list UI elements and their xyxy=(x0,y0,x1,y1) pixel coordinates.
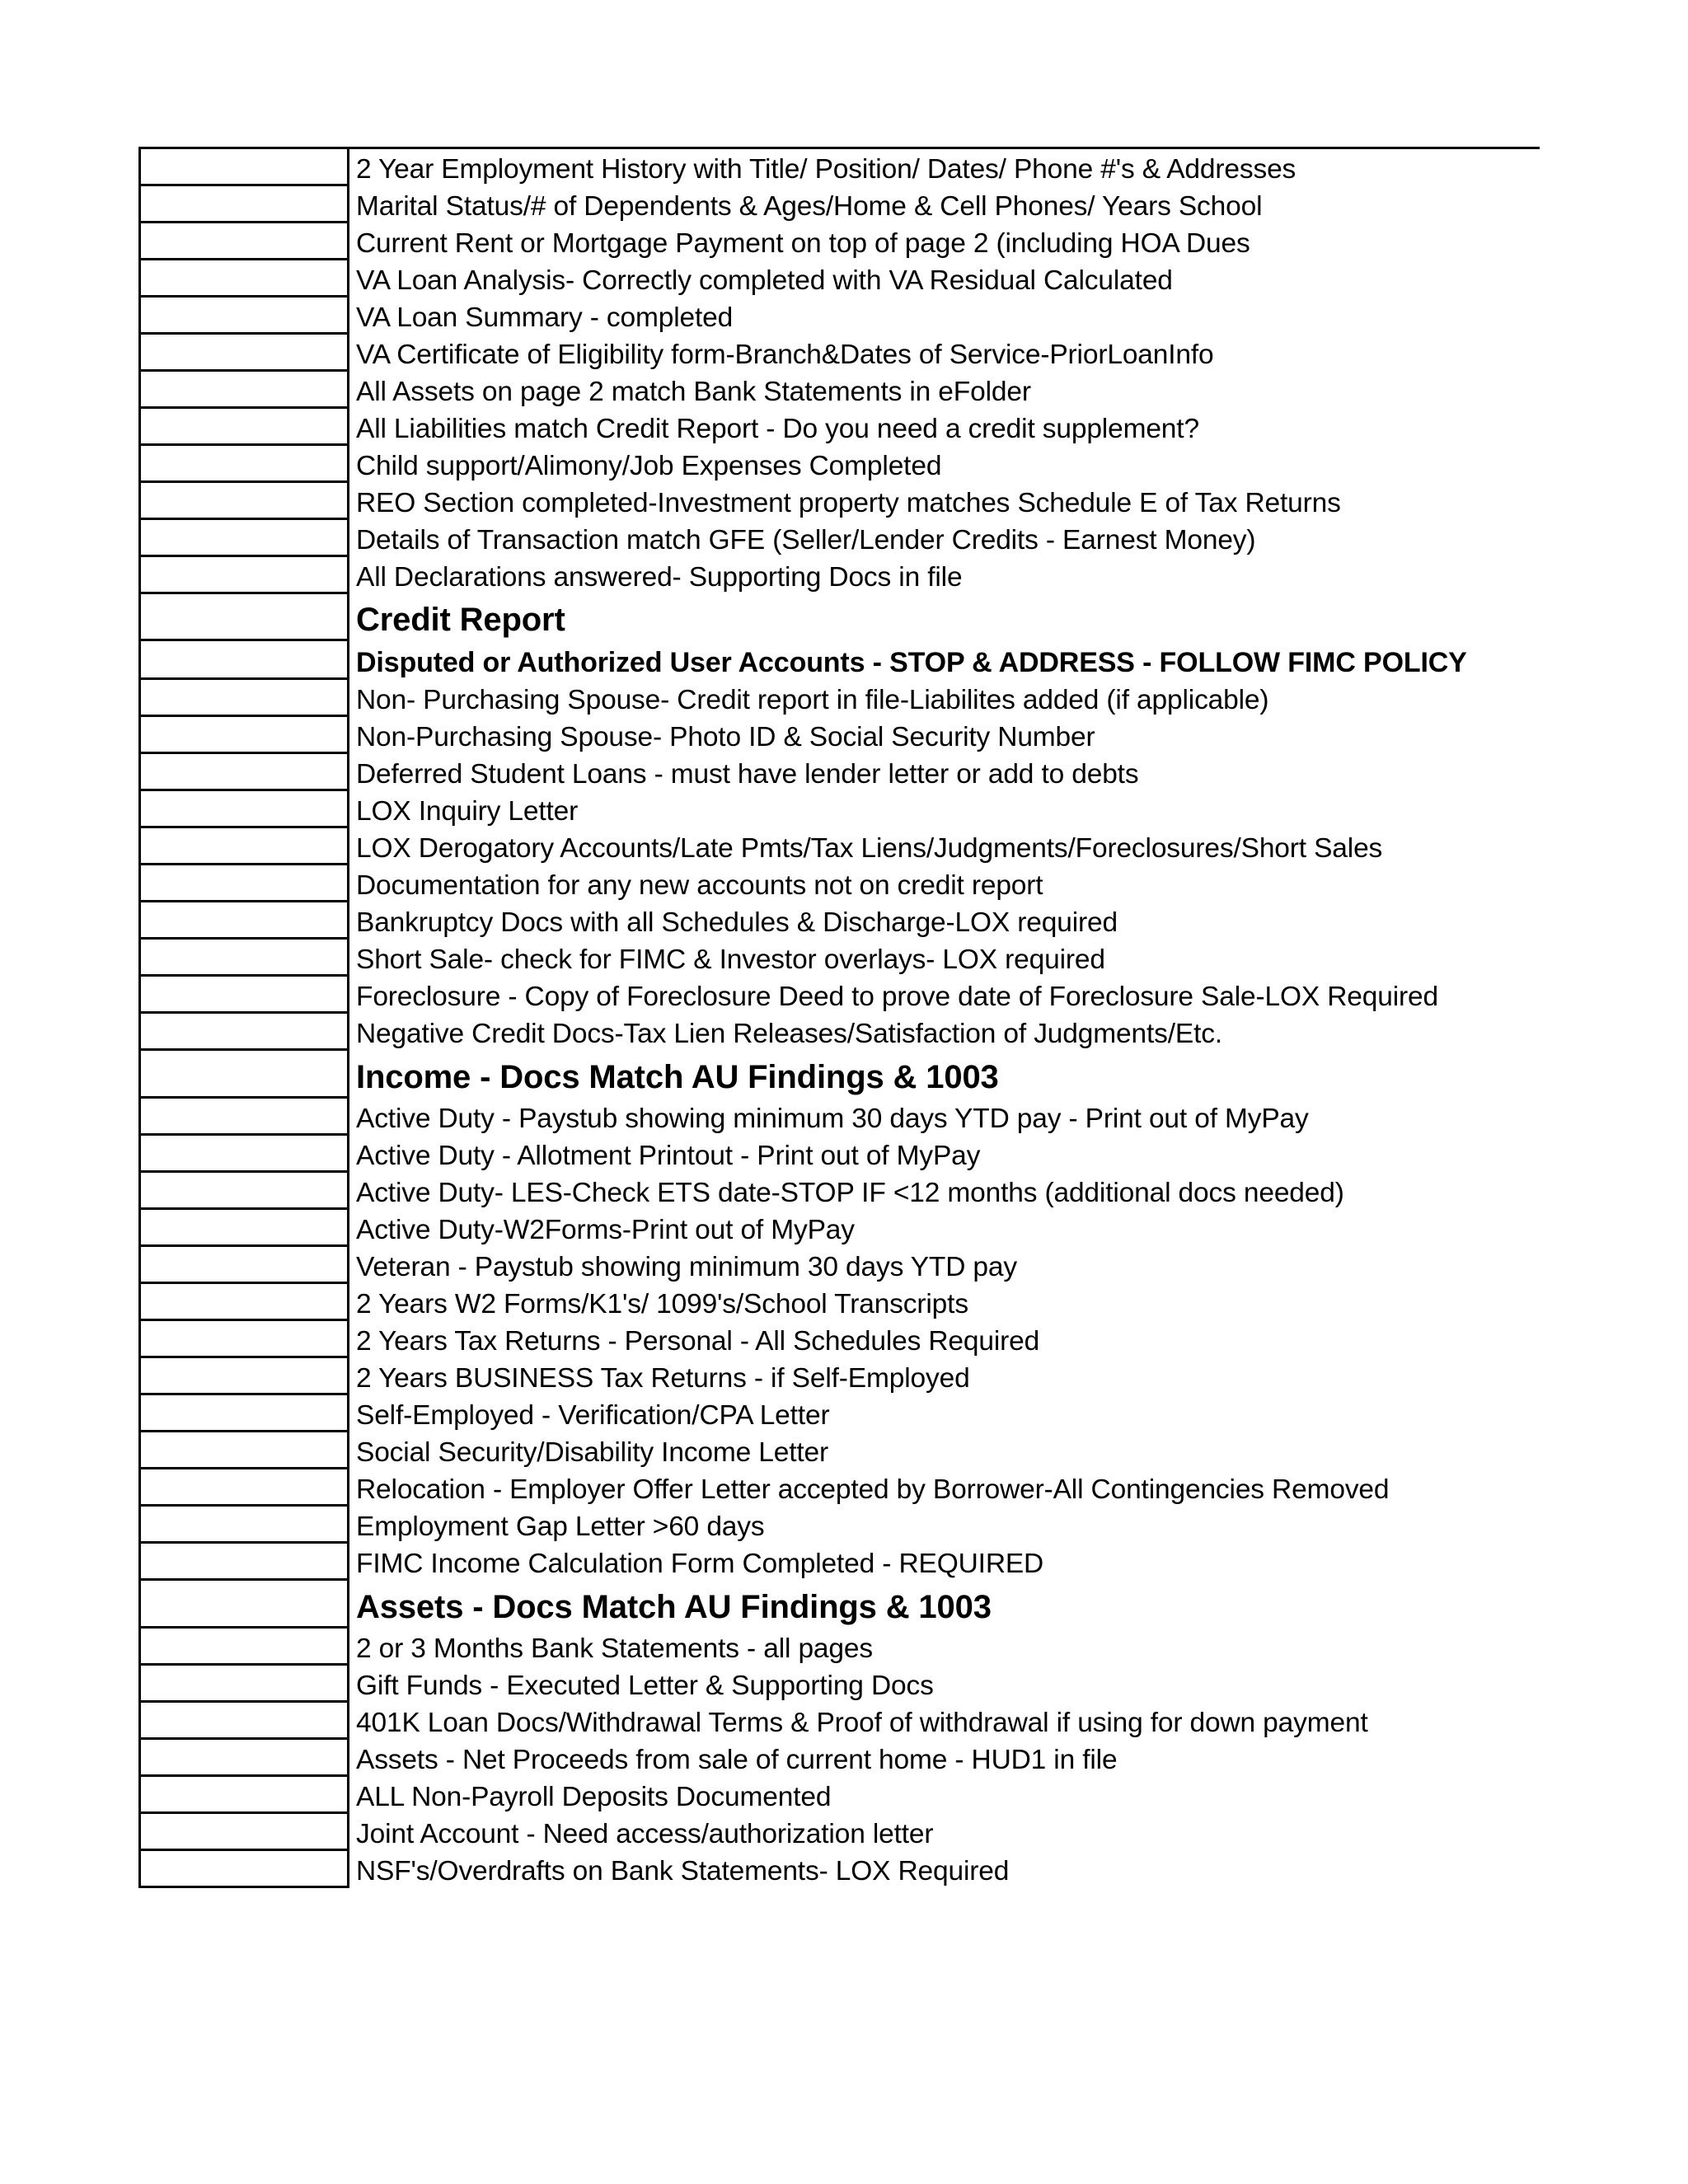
checkbox-cell-30[interactable] xyxy=(138,1284,349,1321)
checklist-item-label: NSF's/Overdrafts on Bank Statements- LOX Required xyxy=(356,1855,1010,1886)
checklist-row xyxy=(138,298,1540,335)
checkbox-cell-26[interactable] xyxy=(138,1136,349,1173)
checklist-item-label: FIMC Income Calculation Form Completed - REQUIRED xyxy=(356,1548,1044,1579)
checklist-row xyxy=(138,1014,1540,1051)
section-header-label: Credit Report xyxy=(356,602,565,638)
checklist-item-label: VA Loan Analysis- Correctly completed with VA Residual Calculated xyxy=(356,265,1173,296)
checklist-item-label: Negative Credit Docs-Tax Lien Releases/Satisfaction of Judgments/Etc. xyxy=(356,1018,1222,1049)
checklist-item-label: Documentation for any new accounts not on credit report xyxy=(356,869,1043,901)
checkbox-cell-31[interactable] xyxy=(138,1321,349,1358)
checklist-item-label: VA Loan Summary - completed xyxy=(356,302,734,333)
checklist-row xyxy=(138,717,1540,754)
checkbox-cell-14[interactable] xyxy=(138,680,349,717)
section-header-label: Assets - Docs Match AU Findings & 1003 xyxy=(356,1589,992,1625)
checklist-row xyxy=(138,1173,1540,1210)
checkbox-cell-38[interactable] xyxy=(138,1581,349,1629)
checklist-row xyxy=(138,260,1540,298)
checklist-row xyxy=(138,1629,1540,1666)
checkbox-cell-15[interactable] xyxy=(138,717,349,754)
checklist-item-label: 2 Years W2 Forms/K1's/ 1099's/School Transcripts xyxy=(356,1288,968,1319)
checklist-item-label: Non- Purchasing Spouse- Credit report in file-Liabilites added (if applicable) xyxy=(356,684,1269,715)
checklist-row xyxy=(138,1136,1540,1173)
checkbox-cell-24[interactable] xyxy=(138,1051,349,1099)
checkbox-cell-25[interactable] xyxy=(138,1099,349,1136)
checklist-item-label: Active Duty - Allotment Printout - Print out of MyPay xyxy=(356,1140,981,1171)
checklist-item-label: LOX Inquiry Letter xyxy=(356,795,579,827)
checklist-item-label: VA Certificate of Eligibility form-Branch&Dates of Service-PriorLoanInfo xyxy=(356,339,1214,370)
checkbox-cell-42[interactable] xyxy=(138,1740,349,1777)
checklist-item-label: Veteran - Paystub showing minimum 30 days YTD pay xyxy=(356,1251,1017,1282)
checklist-row xyxy=(138,1703,1540,1740)
section-header-label: Income - Docs Match AU Findings & 1003 xyxy=(356,1059,999,1095)
checklist-item-label: REO Section completed-Investment property matches Schedule E of Tax Returns xyxy=(356,487,1341,518)
checkbox-cell-3[interactable] xyxy=(138,260,349,298)
checkbox-cell-35[interactable] xyxy=(138,1469,349,1507)
checklist-row xyxy=(138,1210,1540,1247)
checkbox-cell-43[interactable] xyxy=(138,1777,349,1814)
checklist-row xyxy=(138,902,1540,940)
checkbox-cell-27[interactable] xyxy=(138,1173,349,1210)
checklist-row xyxy=(138,1284,1540,1321)
checklist-item-label: Employment Gap Letter >60 days xyxy=(356,1511,765,1542)
checklist-row xyxy=(138,1740,1540,1777)
checkbox-cell-13[interactable] xyxy=(138,641,349,680)
checkbox-cell-2[interactable] xyxy=(138,223,349,260)
checklist-row xyxy=(138,1814,1540,1851)
checklist-item-label: Active Duty-W2Forms-Print out of MyPay xyxy=(356,1214,855,1245)
checkbox-cell-6[interactable] xyxy=(138,372,349,409)
checklist-row xyxy=(138,149,1540,186)
checklist-row xyxy=(138,483,1540,520)
checkbox-cell-10[interactable] xyxy=(138,520,349,557)
checkbox-cell-11[interactable] xyxy=(138,557,349,594)
checkbox-cell-0[interactable] xyxy=(138,149,349,186)
checklist-row xyxy=(138,1469,1540,1507)
checkbox-cell-20[interactable] xyxy=(138,902,349,940)
checklist-row xyxy=(138,1395,1540,1432)
checkbox-cell-40[interactable] xyxy=(138,1666,349,1703)
section-header-row xyxy=(138,641,1540,680)
checklist-row xyxy=(138,977,1540,1014)
checklist-item-label: 401K Loan Docs/Withdrawal Terms & Proof of withdrawal if using for down payment xyxy=(356,1707,1368,1738)
checklist-row xyxy=(138,1432,1540,1469)
checklist-item-label: All Declarations answered- Supporting Docs in file xyxy=(356,561,963,593)
checklist-row xyxy=(138,446,1540,483)
checkbox-cell-16[interactable] xyxy=(138,754,349,791)
checklist-row xyxy=(138,186,1540,223)
checkbox-cell-23[interactable] xyxy=(138,1014,349,1051)
checkbox-cell-5[interactable] xyxy=(138,335,349,372)
checklist-item-label: 2 or 3 Months Bank Statements - all pages xyxy=(356,1633,873,1664)
checklist-row xyxy=(138,1358,1540,1395)
checklist-item-label: All Liabilities match Credit Report - Do you need a credit supplement? xyxy=(356,413,1199,444)
checkbox-cell-4[interactable] xyxy=(138,298,349,335)
checklist-item-label: Social Security/Disability Income Letter xyxy=(356,1436,829,1468)
checklist-item-label: ALL Non-Payroll Deposits Documented xyxy=(356,1781,832,1812)
checkbox-cell-41[interactable] xyxy=(138,1703,349,1740)
checklist-row xyxy=(138,754,1540,791)
section-header-row xyxy=(138,1581,1540,1629)
checkbox-cell-34[interactable] xyxy=(138,1432,349,1469)
checklist-item-label: Assets - Net Proceeds from sale of current home - HUD1 in file xyxy=(356,1744,1118,1775)
checkbox-cell-7[interactable] xyxy=(138,409,349,446)
checklist-row xyxy=(138,1321,1540,1358)
checklist-row xyxy=(138,865,1540,902)
section-header-row xyxy=(138,594,1540,641)
checkbox-cell-12[interactable] xyxy=(138,594,349,641)
checkbox-cell-28[interactable] xyxy=(138,1210,349,1247)
checkbox-cell-33[interactable] xyxy=(138,1395,349,1432)
checkbox-cell-18[interactable] xyxy=(138,828,349,865)
checklist-item-label: 2 Year Employment History with Title/ Position/ Dates/ Phone #'s & Addresses xyxy=(356,153,1296,185)
section-header-label: Disputed or Authorized User Accounts - STOP & ADDRESS - FOLLOW FIMC POLICY xyxy=(356,647,1467,678)
checklist-row xyxy=(138,409,1540,446)
checklist-row xyxy=(138,372,1540,409)
checkbox-cell-29[interactable] xyxy=(138,1247,349,1284)
checkbox-cell-8[interactable] xyxy=(138,446,349,483)
checklist-row xyxy=(138,1777,1540,1814)
checklist-item-label: Foreclosure - Copy of Foreclosure Deed to prove date of Foreclosure Sale-LOX Required xyxy=(356,981,1439,1012)
checklist-item-label: Child support/Alimony/Job Expenses Completed xyxy=(356,450,942,481)
checklist-item-label: Self-Employed - Verification/CPA Letter xyxy=(356,1399,830,1431)
checkbox-cell-21[interactable] xyxy=(138,940,349,977)
checklist-item-label: 2 Years Tax Returns - Personal - All Schedules Required xyxy=(356,1325,1040,1357)
checklist-item-label: Active Duty- LES-Check ETS date-STOP IF <12 months (additional docs needed) xyxy=(356,1177,1344,1208)
checklist-row xyxy=(138,680,1540,717)
checklist-item-label: Non-Purchasing Spouse- Photo ID & Social Security Number xyxy=(356,721,1095,752)
checkbox-cell-1[interactable] xyxy=(138,186,349,223)
checklist-row xyxy=(138,557,1540,594)
checkbox-cell-37[interactable] xyxy=(138,1544,349,1581)
document-checklist xyxy=(138,147,1540,1888)
section-header-row xyxy=(138,1051,1540,1099)
checklist-item-label: Joint Account - Need access/authorization letter xyxy=(356,1818,934,1849)
checkbox-cell-17[interactable] xyxy=(138,791,349,828)
checklist-row xyxy=(138,520,1540,557)
checklist-item-label: All Assets on page 2 match Bank Statements in eFolder xyxy=(356,376,1031,407)
checklist-item-label: 2 Years BUSINESS Tax Returns - if Self-Employed xyxy=(356,1362,970,1394)
checklist-row xyxy=(138,791,1540,828)
checkbox-cell-32[interactable] xyxy=(138,1358,349,1395)
checklist-row xyxy=(138,223,1540,260)
checklist-row xyxy=(138,1099,1540,1136)
checklist-item-label: LOX Derogatory Accounts/Late Pmts/Tax Liens/Judgments/Foreclosures/Short Sales xyxy=(356,832,1383,864)
checklist-row xyxy=(138,335,1540,372)
checklist-row xyxy=(138,828,1540,865)
checklist-item-label: Gift Funds - Executed Letter & Supporting Docs xyxy=(356,1670,934,1701)
checklist-row xyxy=(138,1851,1540,1888)
checklist-row xyxy=(138,1666,1540,1703)
checklist-item-label: Short Sale- check for FIMC & Investor overlays- LOX required xyxy=(356,944,1105,975)
checklist-item-label: Bankruptcy Docs with all Schedules & Discharge-LOX required xyxy=(356,907,1118,938)
checkbox-cell-36[interactable] xyxy=(138,1507,349,1544)
checklist-item-label: Current Rent or Mortgage Payment on top of page 2 (including HOA Dues xyxy=(356,227,1250,259)
checklist-item-label: Relocation - Employer Offer Letter accepted by Borrower-All Contingencies Removed xyxy=(356,1474,1390,1505)
checklist-row xyxy=(138,1544,1540,1581)
checkbox-cell-22[interactable] xyxy=(138,977,349,1014)
checkbox-cell-9[interactable] xyxy=(138,483,349,520)
checklist-row xyxy=(138,1247,1540,1284)
checklist-item-label: Active Duty - Paystub showing minimum 30 days YTD pay - Print out of MyPay xyxy=(356,1103,1309,1134)
checklist-item-label: Details of Transaction match GFE (Seller/Lender Credits - Earnest Money) xyxy=(356,524,1256,555)
checklist-row xyxy=(138,1507,1540,1544)
checkbox-cell-45[interactable] xyxy=(138,1851,349,1888)
checklist-item-label: Marital Status/# of Dependents & Ages/Home & Cell Phones/ Years School xyxy=(356,190,1263,222)
checkbox-cell-44[interactable] xyxy=(138,1814,349,1851)
checkbox-cell-39[interactable] xyxy=(138,1629,349,1666)
checklist-row xyxy=(138,940,1540,977)
checkbox-cell-19[interactable] xyxy=(138,865,349,902)
checklist-item-label: Deferred Student Loans - must have lender letter or add to debts xyxy=(356,758,1139,790)
